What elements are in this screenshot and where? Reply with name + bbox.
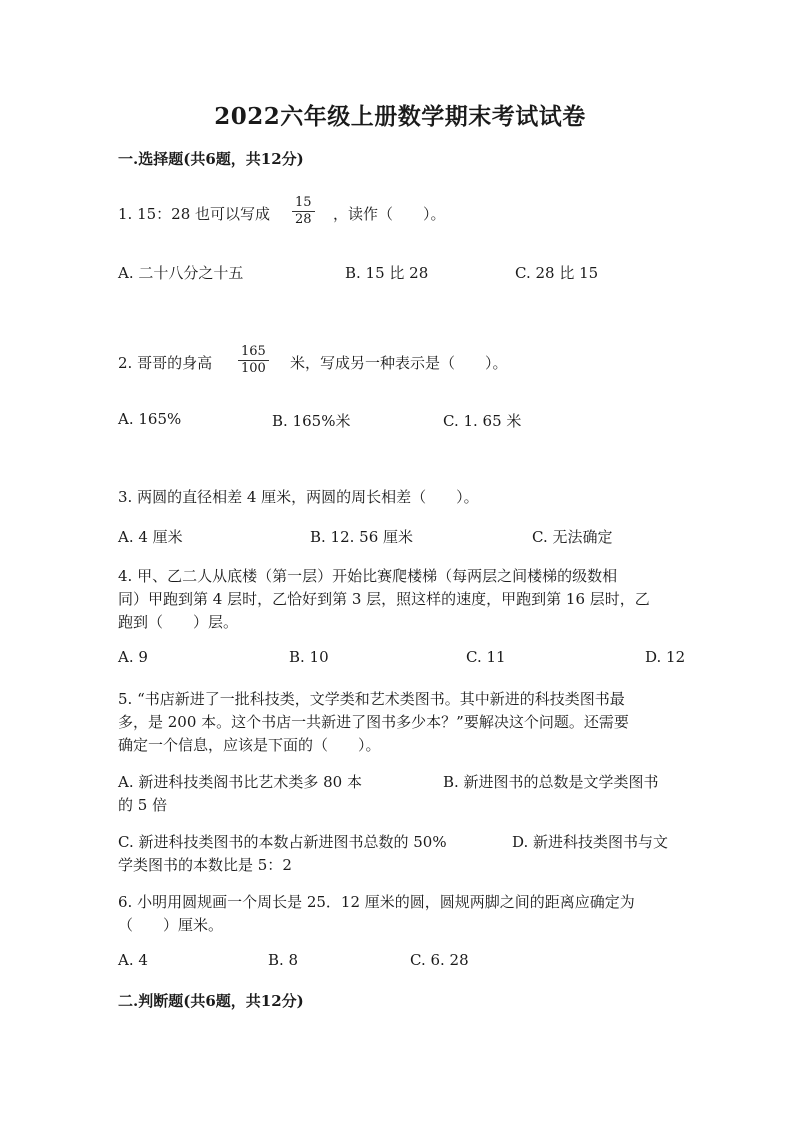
question-5-line-3: 确定一个信息，应该是下面的（ ）。 xyxy=(118,736,381,754)
question-3-option-b: B. 12. 56 厘米 xyxy=(310,528,414,546)
question-4-option-c: C. 11 xyxy=(466,648,506,666)
question-4-line-1: 4. 甲、乙二人从底楼（第一层）开始比赛爬楼梯（每两层之间楼梯的级数相 xyxy=(118,567,618,585)
question-1-option-a: A. 二十八分之十五 xyxy=(118,264,244,282)
question-4-option-d: D. 12 xyxy=(645,648,686,666)
question-4-line-3: 跑到（ ）层。 xyxy=(118,613,239,631)
fraction-denominator: 28 xyxy=(295,212,312,227)
question-5-option-d: D. 新进科技类图书与文 xyxy=(512,833,669,851)
question-5-option-c: C. 新进科技类图书的本数占新进图书总数的 50% xyxy=(118,833,447,851)
fraction-numerator: 165 xyxy=(241,344,266,359)
question-2-text-tail: 米，写成另一种表示是（ ）。 xyxy=(290,354,508,372)
question-5-option-b: B. 新进图书的总数是文学类图书 xyxy=(443,773,659,791)
question-2-fraction xyxy=(238,345,269,376)
question-6-line-2: （ ）厘米。 xyxy=(118,916,224,934)
question-1-option-b: B. 15 比 28 xyxy=(345,264,429,282)
question-4-option-b: B. 10 xyxy=(289,648,329,666)
question-3-option-a: A. 4 厘米 xyxy=(118,528,183,546)
section-heading-judgement: 二.判断题(共6题，共12分) xyxy=(118,992,304,1010)
question-5-option-a: A. 新进科技类阁书比艺术类多 80 本 xyxy=(118,773,362,791)
question-1-option-c: C. 28 比 15 xyxy=(515,264,599,282)
question-6-option-b: B. 8 xyxy=(268,951,299,969)
question-2-option-a: A. 165% xyxy=(118,410,182,428)
question-2-text: 2. 哥哥的身高 xyxy=(118,354,213,372)
fraction-numerator: 15 xyxy=(295,195,312,210)
question-4-option-a: A. 9 xyxy=(118,648,148,666)
question-5-option-d-continued: 学类图书的本数比是 5：2 xyxy=(118,856,292,874)
question-3-text: 3. 两圆的直径相差 4 厘米，两圆的周长相差（ ）。 xyxy=(118,488,479,506)
question-5-option-b-continued: 的 5 倍 xyxy=(118,796,168,814)
question-1-fraction xyxy=(292,196,315,227)
page-title: 2022六年级上册数学期末考试试卷 xyxy=(214,103,586,130)
question-6-option-c: C. 6. 28 xyxy=(410,951,469,969)
question-3-option-c: C. 无法确定 xyxy=(532,528,613,546)
section-heading-choice: 一.选择题(共6题，共12分) xyxy=(118,150,304,168)
question-2-option-b: B. 165%米 xyxy=(272,412,351,430)
question-2-option-c: C. 1. 65 米 xyxy=(443,412,522,430)
fraction-denominator: 100 xyxy=(241,361,266,376)
question-1-text: 1. 15：28 也可以写成 xyxy=(118,205,271,223)
question-5-line-2: 多，是 200 本。这个书店一共新进了图书多少本？”要解决这个问题。还需要 xyxy=(118,713,629,731)
question-6-option-a: A. 4 xyxy=(118,951,148,969)
question-6-line-1: 6. 小明用圆规画一个周长是 25．12 厘米的圆，圆规两脚之间的距离应确定为 xyxy=(118,893,635,911)
question-1-text-tail: ，读作（ ）。 xyxy=(333,205,446,223)
question-5-line-1: 5. “书店新进了一批科技类，文学类和艺术类图书。其中新进的科技类图书最 xyxy=(118,690,625,708)
question-4-line-2: 同）甲跑到第 4 层时，乙恰好到第 3 层，照这样的速度，甲跑到第 16 层时，乙 xyxy=(118,590,650,608)
